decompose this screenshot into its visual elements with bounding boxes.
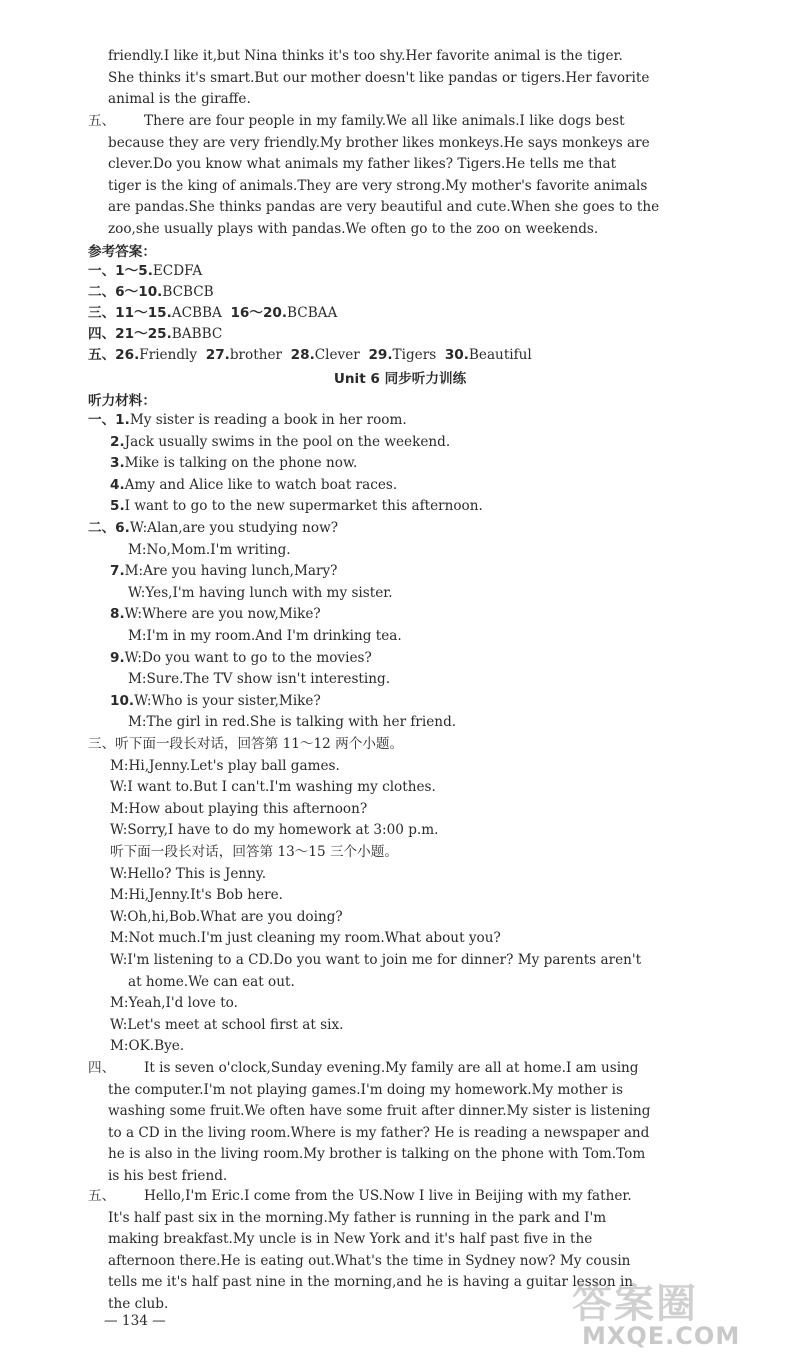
watermark-cn-text: 答案圈 bbox=[572, 1281, 698, 1327]
listening-line bbox=[88, 691, 748, 713]
paragraph-line: to a CD in the living room.Where is my father? He is reading a newspaper and bbox=[108, 1124, 650, 1141]
line-text: M:Hi,Jenny.Let's play ball games. bbox=[110, 757, 340, 774]
line-text: M:I'm in my room.And I'm drinking tea. bbox=[128, 627, 402, 644]
answer-number: 二、6～10. bbox=[88, 284, 163, 300]
answer-number: 29. bbox=[368, 347, 393, 363]
line-text: W:Where are you now,Mike? bbox=[124, 606, 321, 623]
answers-heading: 参考答案： bbox=[88, 244, 156, 260]
paragraph-line: Hello,I'm Eric.I come from the US.Now I live in Beijing with my father. bbox=[144, 1188, 632, 1204]
line-text: W:Sorry,I have to do my homework at 3:00 p.m. bbox=[110, 822, 439, 839]
listening-line bbox=[88, 907, 748, 929]
answer-number: 三、11～15. bbox=[88, 305, 172, 321]
line-text: W:Yes,I'm having lunch with my sister. bbox=[128, 584, 393, 601]
listening-section-one bbox=[88, 410, 748, 518]
listening-line bbox=[88, 648, 748, 670]
line-text: W:Who is your sister,Mike? bbox=[134, 692, 321, 709]
item-number: 9. bbox=[110, 649, 125, 666]
line-text: M:How about playing this afternoon? bbox=[110, 800, 368, 817]
paragraph-line: the computer.I'm not playing games.I'm doing my homework.My mother is bbox=[108, 1081, 623, 1098]
line-text: 听下面一段长对话，回答第 13～15 三个小题。 bbox=[110, 843, 398, 860]
paragraph-line: tiger is the king of animals.They are very strong.My mother's favorite animals bbox=[108, 177, 648, 194]
answer-row bbox=[88, 345, 532, 366]
listening-line bbox=[88, 756, 748, 778]
listening-line bbox=[88, 885, 748, 907]
listening-line bbox=[88, 410, 748, 432]
listening-line bbox=[88, 993, 748, 1015]
listening-line bbox=[88, 518, 748, 540]
line-text: M:Yeah,I'd love to. bbox=[110, 995, 238, 1012]
listening-line bbox=[88, 950, 748, 972]
line-text: W:Hello? This is Jenny. bbox=[110, 865, 267, 882]
listening-line bbox=[88, 453, 748, 475]
section-five-passage bbox=[88, 111, 748, 241]
answer-number: 五、26. bbox=[88, 347, 140, 363]
paragraph-line: She thinks it's smart.But our mother doesn't like pandas or tigers.Her favorite bbox=[108, 69, 650, 86]
listening-line bbox=[88, 972, 748, 994]
paragraph-line: zoo,she usually plays with pandas.We often go to the zoo on weekends. bbox=[108, 220, 599, 237]
paragraph-line: afternoon there.He is eating out.What's the time in Sydney now? My cousin bbox=[108, 1252, 631, 1269]
listening-line bbox=[88, 712, 748, 734]
item-number: 2. bbox=[110, 433, 125, 450]
item-number: 3. bbox=[110, 455, 125, 472]
item-number: 5. bbox=[110, 498, 125, 515]
answer-row bbox=[88, 282, 214, 303]
paragraph-line: It is seven o'clock,Sunday evening.My family are all at home.I am using bbox=[144, 1060, 639, 1076]
line-text: M:Are you having lunch,Mary? bbox=[124, 563, 338, 580]
section-label: 四、 bbox=[88, 1060, 116, 1076]
section-four-passage bbox=[88, 1058, 748, 1188]
line-text: 三、听下面一段长对话，回答第 11～12 两个小题。 bbox=[88, 736, 404, 752]
listening-line bbox=[88, 777, 748, 799]
answer-number: 28. bbox=[290, 347, 315, 363]
listening-line bbox=[88, 496, 748, 518]
answer-value: Beautiful bbox=[468, 347, 532, 363]
line-text: M:Hi,Jenny.It's Bob here. bbox=[110, 887, 283, 904]
listening-heading: 听力材料： bbox=[88, 393, 156, 409]
listening-line bbox=[88, 1015, 748, 1037]
listening-line bbox=[88, 604, 748, 626]
answer-value: Friendly bbox=[139, 347, 198, 363]
paragraph-line: tells me it's half past nine in the morning,and he is having a guitar lesson in bbox=[108, 1274, 634, 1291]
listening-line bbox=[88, 432, 748, 454]
section-label: 五、 bbox=[88, 1188, 116, 1204]
listening-line bbox=[88, 734, 748, 756]
answer-value: BCBAA bbox=[287, 305, 338, 321]
answer-value: ECDFA bbox=[152, 263, 203, 279]
listening-section-two bbox=[88, 518, 748, 734]
top-paragraph bbox=[88, 46, 748, 111]
line-text: W:I want to.But I can't.I'm washing my clothes. bbox=[110, 779, 436, 796]
line-text: M:Sure.The TV show isn't interesting. bbox=[128, 671, 391, 688]
answer-value: Clever bbox=[314, 347, 360, 363]
watermark-url-text: MXQE.COM bbox=[582, 1322, 741, 1350]
item-number: 8. bbox=[110, 606, 125, 623]
line-text: Jack usually swims in the pool on the weekend. bbox=[124, 433, 451, 450]
paragraph-line: the club. bbox=[108, 1295, 169, 1312]
paragraph-line: because they are very friendly.My brother likes monkeys.He says monkeys are bbox=[108, 134, 650, 151]
paragraph-line: clever.Do you know what animals my father likes? Tigers.He tells me that bbox=[108, 156, 617, 173]
listening-line bbox=[88, 540, 748, 562]
page-number: — 134 — bbox=[104, 1313, 166, 1329]
listening-line bbox=[88, 626, 748, 648]
answer-value: ACBBA bbox=[171, 305, 222, 321]
paragraph-line: is his best friend. bbox=[108, 1167, 228, 1184]
unit-title: Unit 6 同步听力训练 bbox=[333, 371, 467, 387]
answer-number: 27. bbox=[205, 347, 230, 363]
item-number: 一、1. bbox=[88, 412, 130, 428]
section-label: 五、 bbox=[88, 113, 116, 129]
line-text: W:Let's meet at school first at six. bbox=[110, 1016, 344, 1033]
listening-line bbox=[88, 928, 748, 950]
paragraph-line: animal is the giraffe. bbox=[108, 91, 251, 108]
answer-value: brother bbox=[229, 347, 282, 363]
line-text: W:Alan,are you studying now? bbox=[129, 520, 338, 536]
listening-line bbox=[88, 475, 748, 497]
answer-value: BABBC bbox=[171, 326, 223, 342]
paragraph-line: friendly.I like it,but Nina thinks it's too shy.Her favorite animal is the tiger. bbox=[108, 48, 623, 64]
listening-line bbox=[88, 864, 748, 886]
paragraph-line: are pandas.She thinks pandas are very beautiful and cute.When she goes to the bbox=[108, 199, 660, 216]
answer-number: 16～20. bbox=[230, 305, 288, 321]
answer-number: 一、1～5. bbox=[88, 263, 153, 279]
answer-row bbox=[88, 324, 222, 345]
item-number: 10. bbox=[110, 692, 135, 709]
line-text: W:Oh,hi,Bob.What are you doing? bbox=[110, 908, 343, 925]
paragraph-line: It's half past six in the morning.My father is running in the park and I'm bbox=[108, 1209, 607, 1226]
answer-row bbox=[88, 261, 202, 282]
line-text: W:Do you want to go to the movies? bbox=[124, 649, 372, 666]
line-text: Mike is talking on the phone now. bbox=[124, 455, 358, 472]
paragraph-line: he is also in the living room.My brother is talking on the phone with Tom.Tom bbox=[108, 1146, 646, 1163]
item-number: 二、6. bbox=[88, 520, 130, 536]
answer-value: Tigers bbox=[392, 347, 437, 363]
answer-number: 四、21～25. bbox=[88, 326, 172, 342]
listening-section-three bbox=[88, 734, 748, 1058]
answer-value: BCBCB bbox=[162, 284, 214, 300]
paragraph-line: There are four people in my family.We all like animals.I like dogs best bbox=[144, 113, 625, 129]
listening-line bbox=[88, 561, 748, 583]
line-text: My sister is reading a book in her room. bbox=[129, 412, 407, 428]
watermark-logo bbox=[562, 1270, 772, 1350]
line-text: M:The girl in red.She is talking with her friend. bbox=[128, 714, 457, 731]
item-number: 4. bbox=[110, 476, 125, 493]
line-text: I want to go to the new supermarket this afternoon. bbox=[124, 498, 483, 515]
line-text: at home.We can eat out. bbox=[128, 973, 295, 990]
paragraph-line: washing some fruit.We often have some fruit after dinner.My sister is listening bbox=[108, 1103, 651, 1120]
listening-line bbox=[88, 583, 748, 605]
listening-line bbox=[88, 799, 748, 821]
listening-line bbox=[88, 820, 748, 842]
answer-number: 30. bbox=[444, 347, 469, 363]
listening-line bbox=[88, 669, 748, 691]
listening-line bbox=[88, 1036, 748, 1058]
listening-line bbox=[88, 842, 748, 864]
answer-row bbox=[88, 303, 337, 324]
line-text: M:Not much.I'm just cleaning my room.What about you? bbox=[110, 930, 501, 947]
line-text: M:OK.Bye. bbox=[110, 1038, 185, 1055]
line-text: M:No,Mom.I'm writing. bbox=[128, 541, 291, 558]
item-number: 7. bbox=[110, 563, 125, 580]
line-text: W:I'm listening to a CD.Do you want to join me for dinner? My parents aren't bbox=[110, 951, 642, 968]
paragraph-line: making breakfast.My uncle is in New York and it's half past five in the bbox=[108, 1231, 593, 1248]
line-text: Amy and Alice like to watch boat races. bbox=[124, 476, 398, 493]
